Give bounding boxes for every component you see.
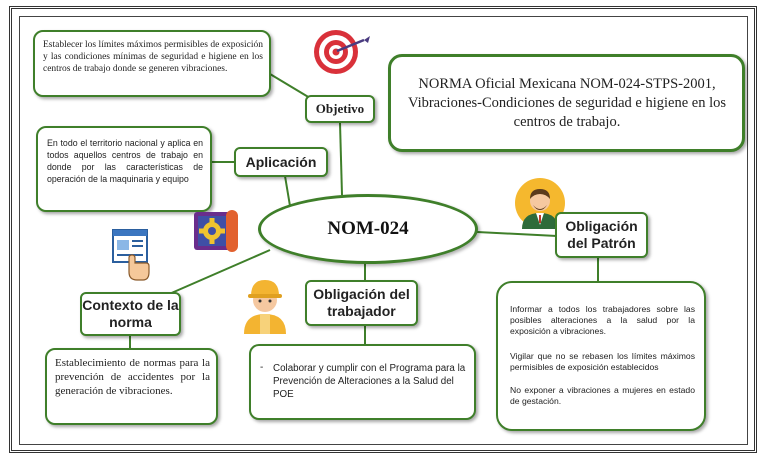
title-box (388, 54, 745, 152)
contexto-label: Contexto de la norma (80, 292, 181, 336)
trabajador-bullet: - (260, 362, 264, 373)
aplicacion-label: Aplicación (234, 147, 328, 177)
patron-item-3: No exponer a vibraciones a mujeres en estado de gestación. (510, 385, 695, 406)
document-hand-icon (111, 228, 153, 282)
aplicacion-text-box (36, 126, 212, 212)
center-node: NOM-024 (258, 194, 478, 264)
patron-item-1: Informar a todos los trabajadores sobre las posibles alteraciones a la salud por la exposición a vibraciones. (510, 304, 695, 336)
contexto-text-box (45, 348, 218, 425)
trabajador-text-box (249, 344, 476, 420)
objetivo-label: Objetivo (305, 95, 375, 123)
target-icon (312, 28, 374, 80)
patron-text-box (496, 281, 706, 431)
blueprint-gear-icon (192, 206, 242, 256)
worker-icon (238, 270, 292, 334)
objetivo-text: Establecer los límites máximos permisibles de exposición y las condiciones mínimas de seguridad e higiene en los centros de trabajo donde se generen vibraciones. (43, 40, 263, 74)
trabajador-label: Obligación del trabajador (305, 280, 418, 326)
patron-item-2: Vigilar que no se rebasen los límites máximos permisibles de exposición establecidos (510, 351, 695, 372)
contexto-text: Establecimiento de normas para la prevención de accidentes por la generación de vibraciones. (55, 357, 210, 397)
objetivo-text-box (33, 30, 271, 97)
patron-label: Obligación del Patrón (555, 212, 648, 258)
title-text: NORMA Oficial Mexicana NOM-024-STPS-2001, Vibraciones-Condiciones de seguridad e higiene en los centros de trabajo. (407, 76, 727, 130)
aplicacion-text: En todo el territorio nacional y aplica en todos aquellos centros de trabajo en donde por las características de operación de la maquinaria y equipo (47, 138, 203, 184)
trabajador-text: Colaborar y cumplir con el Programa para la Prevención de Alteraciones a la Salud del POE (273, 363, 466, 400)
